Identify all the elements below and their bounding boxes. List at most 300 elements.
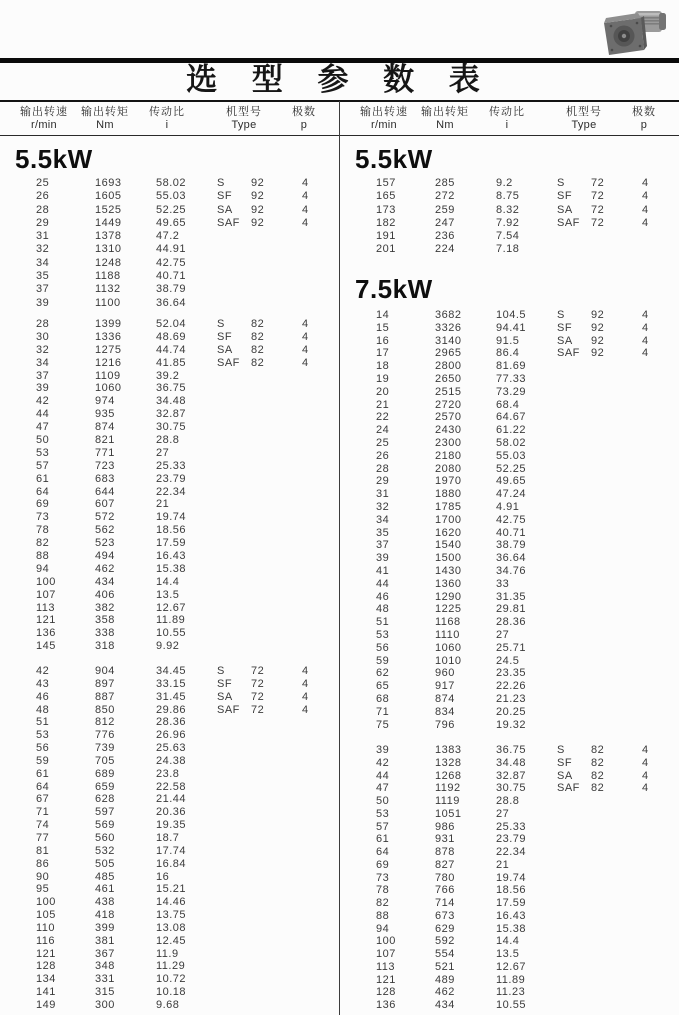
table-row [340,243,679,256]
poles-cell: 4 [642,744,649,756]
ratio-cell: 10.55 [496,999,527,1011]
ratio-cell: 34.48 [496,756,527,769]
table-row [340,501,679,514]
ratio-cell: 29.86 [156,703,187,716]
ratio-cell: 55.03 [496,449,527,462]
torque-cell: 723 [95,459,115,472]
table-row [340,744,679,757]
torque-cell: 1620 [435,526,462,539]
ratio-cell: 33.15 [156,677,187,690]
speed-cell: 16 [376,334,390,347]
speed-cell: 121 [36,614,56,627]
torque-cell: 521 [435,960,455,973]
speed-cell: 67 [36,793,50,806]
torque-cell: 904 [95,665,115,677]
speed-cell: 29 [36,216,50,229]
speed-cell: 69 [376,858,390,871]
col-header-speed: 输出转速 [360,106,408,118]
ratio-cell: 13.08 [156,921,187,934]
speed-cell: 90 [36,870,50,883]
table-row [0,614,339,627]
table-row [340,616,679,629]
torque-cell: 1248 [95,256,122,269]
frame-size-cell: 92 [591,334,605,347]
table-row [340,190,679,203]
torque-cell: 1188 [95,270,121,283]
table-row [340,999,679,1012]
ratio-cell: 11.9 [156,947,179,960]
torque-cell: 1383 [435,744,462,756]
table-row [0,434,339,447]
torque-cell: 644 [95,485,115,498]
speed-cell: 19 [376,372,390,385]
frame-size-cell: 72 [591,216,605,229]
table-row [0,973,339,986]
table-row [0,678,339,691]
table-row [0,742,339,755]
table-row [340,757,679,770]
table-row [340,680,679,693]
speed-cell: 28 [376,462,390,475]
speed-cell: 64 [36,780,50,793]
torque-cell: 462 [435,986,455,999]
table-row [340,961,679,974]
table-row [0,665,339,678]
table-row [0,486,339,499]
table-row [340,693,679,706]
table-row [0,640,339,653]
speed-cell: 28 [36,203,50,216]
frame-size-cell: 82 [591,744,605,756]
torque-cell: 874 [95,421,115,434]
table-row [0,986,339,999]
speed-cell: 75 [376,718,390,731]
torque-cell: 494 [95,550,115,563]
col-unit-speed: r/min [371,119,397,131]
model-cell: SF [217,190,233,203]
ratio-cell: 18.56 [496,884,527,897]
speed-cell: 82 [36,537,50,550]
ratio-cell: 23.79 [156,472,187,485]
speed-cell: 30 [36,330,50,343]
torque-cell: 874 [435,692,455,705]
speed-cell: 73 [36,511,50,524]
speed-cell: 14 [376,309,390,321]
model-cell: S [217,177,225,189]
torque-cell: 560 [95,831,115,844]
torque-cell: 659 [95,780,115,793]
table-row [0,602,339,615]
speed-cell: 39 [36,296,50,309]
torque-cell: 1449 [95,216,122,229]
torque-cell: 554 [435,948,455,960]
speed-cell: 29 [376,475,390,488]
ratio-cell: 48.69 [156,330,187,343]
torque-cell: 628 [95,793,115,806]
speed-cell: 46 [376,590,390,603]
ratio-cell: 27 [496,807,510,820]
torque-cell: 766 [435,884,455,897]
model-cell: SAF [217,703,240,716]
speed-cell: 53 [376,807,390,820]
ratio-cell: 32.87 [156,408,187,421]
speed-cell: 86 [36,857,50,870]
speed-cell: 64 [36,485,50,498]
torque-cell: 438 [95,896,115,909]
ratio-cell: 17.74 [156,844,187,857]
table-row [340,386,679,399]
torque-cell: 1336 [95,330,122,343]
torque-cell: 834 [435,705,455,718]
frame-size-cell: 82 [591,782,605,795]
speed-cell: 48 [36,703,50,716]
speed-cell: 157 [376,177,396,189]
ratio-cell: 38.79 [496,539,527,552]
ratio-cell: 12.45 [156,934,187,947]
torque-cell: 917 [435,680,455,693]
speed-cell: 22 [376,411,390,424]
torque-cell: 821 [95,434,115,447]
torque-cell: 318 [95,640,115,653]
speed-cell: 28 [36,318,50,330]
table-row [0,421,339,434]
speed-cell: 182 [376,216,396,229]
table-row [0,589,339,602]
speed-cell: 51 [36,716,50,729]
ratio-cell: 11.29 [156,960,186,973]
frame-size-cell: 82 [251,356,265,369]
ratio-cell: 10.72 [156,973,187,986]
col-header-type: 机型号 [226,106,262,118]
torque-cell: 827 [435,858,455,871]
table-header-right [340,102,679,135]
torque-cell: 2720 [435,398,462,411]
table-row [340,795,679,808]
ratio-cell: 34.76 [496,564,527,577]
table-row [0,524,339,537]
ratio-cell: 44.91 [156,243,187,256]
torque-cell: 3140 [435,334,462,347]
torque-cell: 931 [435,833,455,846]
ratio-cell: 14.46 [156,896,187,909]
torque-cell: 485 [95,870,115,883]
ratio-cell: 25.33 [496,820,527,833]
frame-size-cell: 92 [251,190,265,203]
ratio-cell: 47.2 [156,230,180,243]
torque-cell: 1110 [435,628,460,641]
torque-cell: 1399 [95,318,122,330]
speed-cell: 37 [36,369,50,382]
speed-cell: 62 [376,667,390,680]
speed-cell: 18 [376,360,390,373]
ratio-cell: 22.58 [156,780,187,793]
ratio-cell: 20.25 [496,705,527,718]
model-cell: SF [557,190,573,203]
table-row [0,576,339,589]
frame-size-cell: 82 [591,756,605,769]
table-block-7-5kw-82 [340,744,679,1012]
table-row [340,565,679,578]
speed-cell: 31 [376,488,390,501]
model-cell: SA [217,203,233,216]
frame-size-cell: 92 [251,177,265,189]
poles-cell: 4 [302,330,309,343]
ratio-cell: 22.34 [156,485,187,498]
ratio-cell: 44.74 [156,343,187,356]
poles-cell: 4 [642,177,649,189]
speed-cell: 113 [376,960,396,973]
torque-cell: 1216 [95,356,122,369]
torque-cell: 382 [95,601,115,614]
speed-cell: 53 [36,729,50,742]
ratio-cell: 16.43 [156,550,187,563]
speed-cell: 42 [36,395,50,408]
torque-cell: 1132 [95,283,121,296]
ratio-cell: 49.65 [156,216,187,229]
frame-size-cell: 72 [591,203,605,216]
frame-size-cell: 72 [591,177,605,189]
torque-cell: 1051 [435,807,462,820]
frame-size-cell: 82 [251,330,265,343]
frame-size-cell: 82 [591,769,605,782]
torque-cell: 796 [435,718,455,731]
col-unit-type: Type [571,119,597,131]
speed-cell: 88 [36,550,50,563]
section-heading-5-5kw-left: 5.5kW [15,144,93,174]
speed-cell: 100 [36,896,56,909]
ratio-cell: 55.03 [156,190,187,203]
torque-cell: 1500 [435,552,462,565]
table-row [340,935,679,948]
table-row [0,318,339,331]
model-cell: S [217,318,225,330]
speed-cell: 35 [36,270,50,283]
ratio-cell: 36.64 [156,296,187,309]
model-cell: SA [557,769,573,782]
poles-cell: 4 [642,347,649,360]
table-row [0,806,339,819]
speed-cell: 69 [36,498,50,511]
table-row [0,883,339,896]
speed-cell: 94 [376,922,390,935]
poles-cell: 4 [302,703,309,716]
torque-cell: 348 [95,960,115,973]
model-cell: SAF [557,216,580,229]
ratio-cell: 28.36 [156,716,187,729]
ratio-cell: 19.74 [496,871,527,884]
col-header-torque: 输出转矩 [81,106,129,118]
table-row [340,527,679,540]
ratio-cell: 7.92 [496,216,520,229]
ratio-cell: 52.25 [156,203,187,216]
ratio-cell: 49.65 [496,475,527,488]
table-row [0,498,339,511]
speed-cell: 43 [36,677,50,690]
torque-cell: 285 [435,177,455,189]
ratio-cell: 31.45 [156,690,187,703]
torque-cell: 367 [95,947,115,960]
table-row [0,270,339,283]
torque-cell: 1328 [435,756,462,769]
torque-cell: 597 [95,806,115,819]
torque-cell: 569 [95,819,115,832]
ratio-cell: 21.23 [496,692,527,705]
table-row [340,424,679,437]
torque-cell: 562 [95,524,115,537]
speed-cell: 74 [36,819,50,832]
table-block-5-5kw-72-cont [340,177,679,257]
table-row [0,190,339,203]
table-row [340,309,679,322]
speed-cell: 51 [376,616,390,629]
ratio-cell: 86.4 [496,347,520,360]
speed-cell: 121 [36,947,56,960]
ratio-cell: 19.74 [156,511,187,524]
table-row [0,704,339,717]
col-header-ratio: 传动比 [489,106,525,118]
poles-cell: 4 [642,334,649,347]
ratio-cell: 38.79 [156,283,187,296]
ratio-cell: 77.33 [496,372,527,385]
table-row [0,627,339,640]
speed-cell: 61 [36,472,50,485]
ratio-cell: 24.38 [156,754,187,767]
table-row [340,488,679,501]
speed-cell: 107 [36,588,56,601]
table-row [340,833,679,846]
poles-cell: 4 [302,190,309,203]
ratio-cell: 24.5 [496,654,520,667]
frame-size-cell: 82 [251,318,265,330]
speed-cell: 64 [376,846,390,858]
torque-cell: 1010 [435,654,462,667]
model-cell: SA [217,343,233,356]
table-row [340,578,679,591]
ratio-cell: 52.04 [156,318,187,330]
speed-cell: 47 [36,421,50,434]
speed-cell: 39 [376,552,390,565]
model-cell: SF [217,677,233,690]
table-row [340,821,679,834]
ratio-cell: 11.23 [496,986,526,999]
speed-cell: 100 [36,575,56,588]
ratio-cell: 17.59 [156,537,187,550]
speed-cell: 136 [36,627,56,640]
model-cell: SF [557,756,573,769]
speed-cell: 128 [36,960,56,973]
table-row [0,563,339,576]
ratio-cell: 8.75 [496,190,520,203]
torque-cell: 1605 [95,190,122,203]
torque-cell: 1119 [435,795,460,807]
torque-cell: 986 [435,820,455,833]
table-row [340,230,679,243]
table-row [340,859,679,872]
ratio-cell: 42.75 [156,256,187,269]
ratio-cell: 73.29 [496,385,527,398]
speed-cell: 65 [376,680,390,693]
table-row [340,642,679,655]
table-block-7-5kw-92 [340,309,679,731]
frame-size-cell: 82 [251,343,265,356]
torque-cell: 1060 [95,382,122,395]
torque-cell: 3326 [435,321,462,334]
ratio-cell: 91.5 [496,334,520,347]
torque-cell: 572 [95,511,115,524]
model-cell: SA [217,690,233,703]
table-row [340,948,679,961]
table-row [340,923,679,936]
speed-cell: 17 [376,347,390,360]
torque-cell: 771 [95,446,115,459]
table-row [340,808,679,821]
torque-cell: 236 [435,230,455,243]
table-row [0,460,339,473]
speed-cell: 39 [376,744,390,756]
speed-cell: 56 [36,742,50,755]
speed-cell: 39 [36,382,50,395]
table-row [340,667,679,680]
torque-cell: 705 [95,754,115,767]
torque-cell: 1109 [95,369,121,382]
ratio-cell: 4.91 [496,500,520,513]
table-row [340,514,679,527]
table-row [340,475,679,488]
ratio-cell: 28.8 [156,434,180,447]
page-title: 选 型 参 数 表 [186,62,493,97]
torque-cell: 1540 [435,539,462,552]
table-row [0,382,339,395]
torque-cell: 1693 [95,177,122,189]
torque-cell: 2800 [435,360,462,373]
speed-cell: 110 [36,921,56,934]
speed-cell: 78 [376,884,390,897]
table-row [0,243,339,256]
speed-cell: 81 [36,844,50,857]
speed-cell: 31 [36,230,50,243]
ratio-cell: 36.64 [496,552,527,565]
speed-cell: 128 [376,986,396,999]
table-row [0,845,339,858]
speed-cell: 56 [376,641,390,654]
poles-cell: 4 [302,318,309,330]
ratio-cell: 68.4 [496,398,520,411]
torque-cell: 462 [95,562,115,575]
torque-cell: 897 [95,677,115,690]
speed-cell: 44 [376,769,390,782]
col-header-torque: 输出转矩 [421,106,469,118]
ratio-cell: 36.75 [156,382,187,395]
ratio-cell: 10.55 [156,627,187,640]
table-row [0,230,339,243]
torque-cell: 331 [95,973,115,986]
col-unit-speed: r/min [31,119,57,131]
torque-cell: 974 [95,395,115,408]
ratio-cell: 28.8 [496,795,520,807]
table-row [0,819,339,832]
torque-cell: 381 [95,934,115,947]
torque-cell: 2650 [435,372,462,385]
ratio-cell: 8.32 [496,203,520,216]
speed-cell: 34 [376,513,390,526]
speed-cell: 116 [36,934,56,947]
torque-cell: 418 [95,909,115,922]
speed-cell: 82 [376,897,390,909]
ratio-cell: 13.5 [496,948,520,960]
table-row [0,896,339,909]
torque-cell: 878 [435,846,455,858]
ratio-cell: 27 [156,446,170,459]
